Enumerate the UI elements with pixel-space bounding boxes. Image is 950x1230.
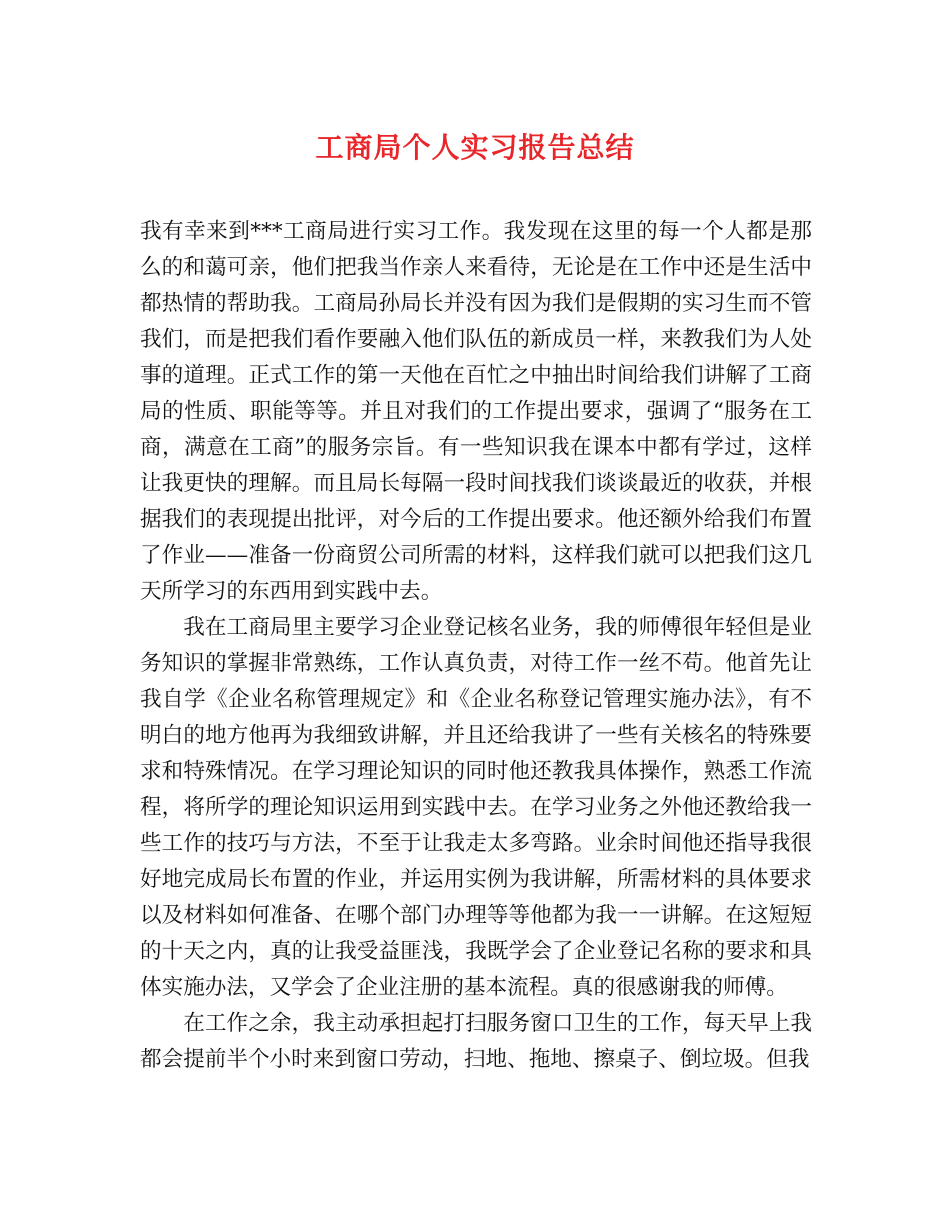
document-body (140, 214, 812, 1078)
document-title: 工商局个人实习报告总结 (315, 131, 635, 164)
paragraph-1: 我有幸来到***工商局进行实习工作。我发现在这里的每一个人都是那么的和蔼可亲，他们把我当作亲人来看待，无论是在工作中还是生活中都热情的帮助我。工商局孙局长并没有因为我们是假期的实习生而不管我们，而是把我们看作要融入他们队伍的新成员一样，来教我们为人处事的道理。正式工作的第一天他在百忙之中抽出时间给我们讲解了工商局的性质、职能等等。并且对我们的工作提出要求，强调了“服务在工商，满意在工商”的服务宗旨。有一些知识我在课本中都有学过，这样让我更快的理解。而且局长每隔一段时间找我们谈谈最近的收获，并根据我们的表现提出批评，对今后的工作提出要求。他还额外给我们布置了作业——准备一份商贸公司所需的材料，这样我们就可以把我们这几天所学习的东西用到实践中去。 (140, 219, 812, 604)
paragraph-3: 在工作之余，我主动承担起打扫服务窗口卫生的工作，每天早上我都会提前半个小时来到窗口劳动，扫地、拖地、擦桌子、倒垃圾。但我 (140, 1011, 812, 1072)
paragraph-2: 我在工商局里主要学习企业登记核名业务，我的师傅很年轻但是业务知识的掌握非常熟练，工作认真负责，对待工作一丝不苟。他首先让我自学《企业名称管理规定》和《企业名称登记管理实施办法》，有不明白的地方他再为我细致讲解，并且还给我讲了一些有关核名的特殊要求和特殊情况。在学习理论知识的同时他还教我具体操作，熟悉工作流程，将所学的理论知识运用到实践中去。在学习业务之外他还教给我一些工作的技巧与方法，不至于让我走太多弯路。业余时间他还指导我很好地完成局长布置的作业，并运用实例为我讲解，所需材料的具体要求以及材料如何准备、在哪个部门办理等等他都为我一一讲解。在这短短的十天之内，真的让我受益匪浅，我既学会了企业登记名称的要求和具体实施办法，又学会了企业注册的基本流程。真的很感谢我的师傅。 (140, 615, 812, 1000)
